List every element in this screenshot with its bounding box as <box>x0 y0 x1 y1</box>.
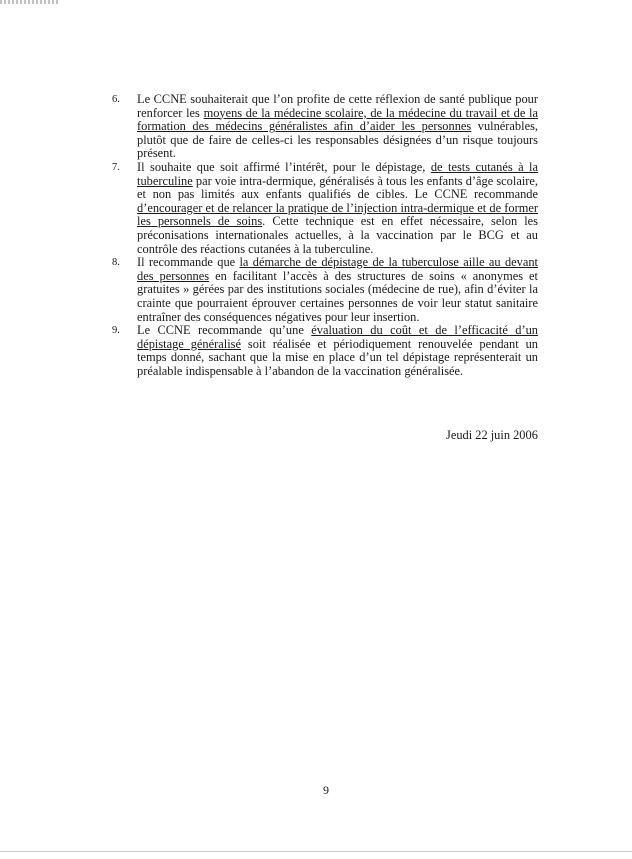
underlined-text: de tests cutanés à la tuberculine <box>137 159 539 188</box>
text: Il souhaite que soit affirmé l’intérêt, pour le dépistage, <box>137 159 431 174</box>
text: vulnérables, plutôt que de faire de celles-ci les responsables désignées d’un risque toujours présent. <box>137 119 538 161</box>
item-number: 7. <box>112 161 120 173</box>
recommendation-7 <box>112 161 538 256</box>
item-text <box>137 256 538 324</box>
scan-artifact <box>0 0 60 4</box>
text: Le CCNE souhaiterait que l’on profite de cette réflexion de santé publique pour renforcer les <box>137 92 538 120</box>
text: en facilitant l’accès à des structures de soins « anonymes et gratuites » gérées par des institutions sociales (médecine de rue), afin d’éviter la crainte que pourraient éprouver certaines personnes de voir leur statut sanitaire entraîner des conséquences négatives pour leur insertion. <box>137 268 538 324</box>
recommendation-6 <box>112 93 538 161</box>
text: soit réalisée et périodiquement renouvelée pendant un temps donné, sachant que la mise en place d’un tel dépistage représenterait un préalable indispensable à l’abandon de la vaccination généralisée. <box>137 336 538 378</box>
item-number: 8. <box>112 257 120 269</box>
underlined-text: moyens de la médecine scolaire, de la médecine du travail et de la formation des médecins généralistes afin d’aider les personnes <box>137 105 538 134</box>
text: Le CCNE recommande qu’une <box>137 323 312 338</box>
text: Il recommande que <box>137 255 240 270</box>
item-text <box>137 161 538 256</box>
underlined-text: évaluation du coût et de l’efficacité d’un dépistage généralisé <box>137 323 538 351</box>
page-number: 9 <box>323 783 329 797</box>
scan-edge <box>0 851 632 852</box>
document-date: Jeudi 22 juin 2006 <box>446 428 538 442</box>
item-text <box>137 93 538 161</box>
recommendation-8 <box>112 256 538 324</box>
text: . Cette technique est en effet nécessaire, selon les préconisations internationales actuelles, à la vaccination par le BCG et au contrôle des réactions cutanées à la tuberculine. <box>137 214 538 256</box>
item-number: 6. <box>112 94 120 105</box>
recommendation-9 <box>112 324 538 378</box>
recommendations-list <box>112 93 538 378</box>
item-number: 9. <box>112 325 120 337</box>
item-text <box>137 324 538 378</box>
underlined-text: d’encourager et de relancer la pratique de l’injection intra-dermique et de former les personnels de soins <box>137 200 538 229</box>
underlined-text: la démarche de dépistage de la tuberculose aille au devant des personnes <box>137 255 538 283</box>
text: par voie intra-dermique, généralisés à tous les enfants d’âge scolaire, et non pas limités aux enfants qualifiés de cibles. Le CCNE recommande <box>137 173 538 202</box>
